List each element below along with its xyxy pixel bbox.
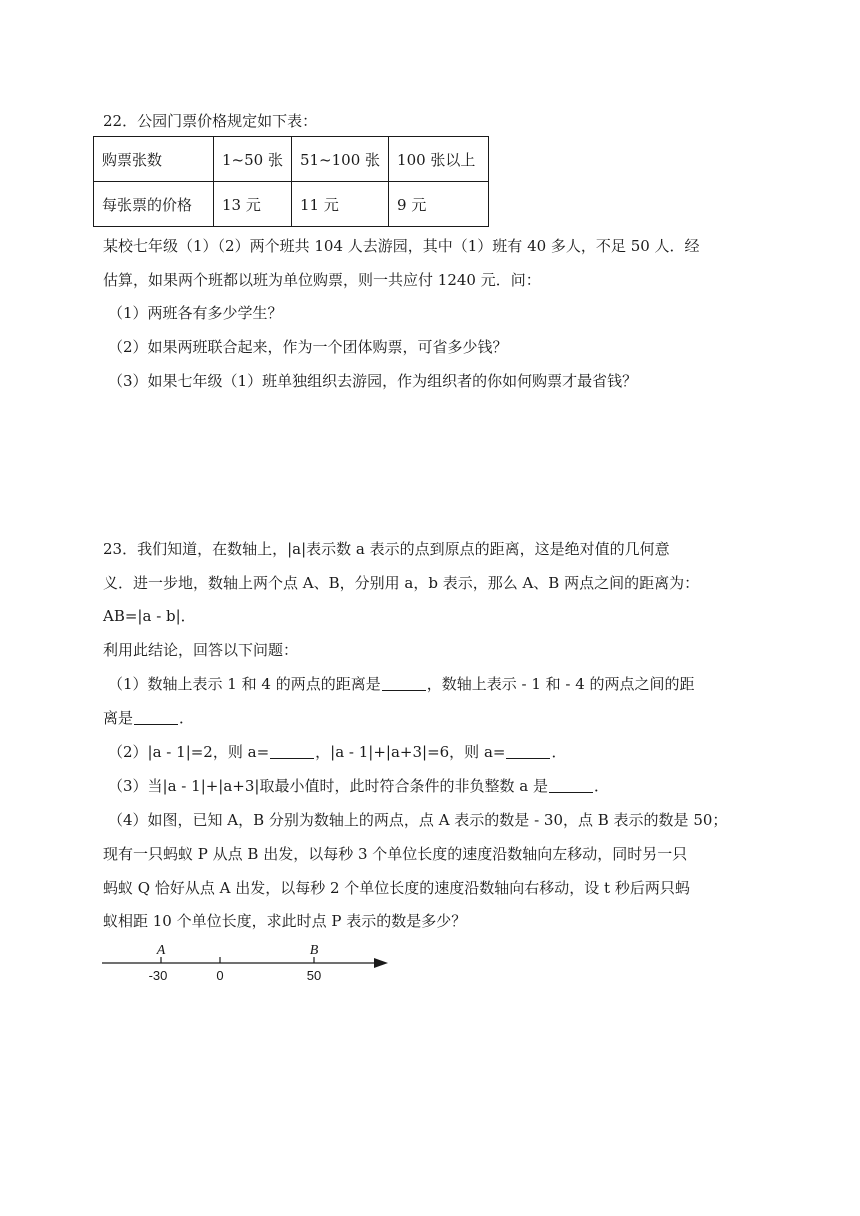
- q23-part2: [108, 742, 566, 762]
- q22-body-line1: 某校七年级（1）（2）两个班共 104 人去游园，其中（1）班有 40 多人，不足 50 人．经: [103, 237, 700, 255]
- q22-part1: （1）两班各有多少学生？: [108, 304, 283, 322]
- q22-body-line2: 估算，如果两个班都以班为单位购票，则一共应付 1240 元．问：: [103, 271, 541, 289]
- answer-blank[interactable]: [134, 710, 178, 725]
- number-line-figure: [100, 936, 400, 986]
- q23-use: 利用此结论，回答以下问题：: [103, 641, 299, 659]
- answer-blank[interactable]: [270, 744, 314, 759]
- table-cell: 每张票的价格: [94, 182, 214, 227]
- q22-part3: （3）如果七年级（1）班单独组织去游园，作为组织者的你如何购票才最省钱？: [108, 372, 638, 390]
- q23-part4-line2: 现有一只蚂蚁 P 从点 B 出发，以每秒 3 个单位长度的速度沿数轴向左移动，同时另一只: [103, 845, 688, 863]
- tick-label-0: 0: [216, 968, 224, 983]
- table-cell: 13 元: [214, 182, 292, 227]
- q23-intro-a: 23．我们知道，在数轴上，: [103, 540, 288, 558]
- table-row: [94, 137, 489, 182]
- q23-part3: [108, 776, 609, 796]
- q23-intro-b: 表示数 a 表示的点到原点的距离，这是绝对值的几何意: [306, 540, 670, 558]
- answer-blank[interactable]: [382, 676, 426, 691]
- table-cell: 9 元: [389, 182, 489, 227]
- point-a-label: A: [156, 943, 166, 958]
- q23-part1-text-b: ，数轴上表示 - 1 和 - 4 的两点之间的距: [426, 675, 695, 693]
- q23-part1-line2: [103, 708, 194, 728]
- q23-part1-text-c: 离是: [103, 709, 134, 727]
- tick-label-neg30: -30: [148, 968, 168, 983]
- q23-part3-text-b: ．: [593, 777, 609, 795]
- q23-part1-line1: [108, 674, 695, 694]
- q23-part2-text-c: ．: [551, 743, 567, 761]
- tick-label-50: 50: [306, 968, 322, 983]
- q23-part4-line1: （4）如图，已知 A，B 分别为数轴上的两点，点 A 表示的数是 - 30，点 B 表示的数是 50；: [108, 811, 728, 829]
- q23-intro-line2: 义．进一步地，数轴上两个点 A、B，分别用 a，b 表示，那么 A、B 两点之间的距离为：: [103, 574, 700, 592]
- q23-abs-a: |a|: [287, 540, 307, 558]
- q23-part4-line3: 蚂蚁 Q 恰好从点 A 出发，以每秒 2 个单位长度的速度沿数轴向右移动，设 t 秒后两只蚂: [103, 879, 690, 897]
- q23-part1-text-a: （1）数轴上表示 1 和 4 的两点的距离是: [108, 675, 381, 693]
- point-b-label: B: [309, 943, 319, 958]
- q22-title: 22．公园门票价格规定如下表：: [103, 112, 318, 130]
- table-cell: 100 张以上: [389, 137, 489, 182]
- q22-part2: （2）如果两班联合起来，作为一个团体购票，可省多少钱？: [108, 338, 508, 356]
- table-row: [94, 182, 489, 227]
- q23-part3-text-a: （3）当|a - 1|+|a+3|取最小值时，此时符合条件的非负整数 a 是: [108, 777, 548, 795]
- table-cell: 1~50 张: [214, 137, 292, 182]
- q23-part1-text-d: ．: [179, 709, 195, 727]
- q23-part4-line4: 蚁相距 10 个单位长度，求此时点 P 表示的数是多少？: [103, 912, 467, 930]
- q23-intro-line1: [103, 539, 670, 559]
- q23-part2-text-a: （2）|a - 1|=2，则 a=: [108, 743, 270, 761]
- arrow-right-icon: [374, 958, 388, 968]
- table-cell: 购票张数: [94, 137, 214, 182]
- q23-intro-line3: AB=|a - b|．: [103, 607, 196, 625]
- table-cell: 51~100 张: [291, 137, 388, 182]
- price-table: [93, 136, 489, 227]
- table-cell: 11 元: [291, 182, 388, 227]
- answer-blank[interactable]: [549, 778, 593, 793]
- answer-blank[interactable]: [506, 744, 550, 759]
- q23-part2-text-b: ，|a - 1|+|a+3|=6，则 a=: [315, 743, 506, 761]
